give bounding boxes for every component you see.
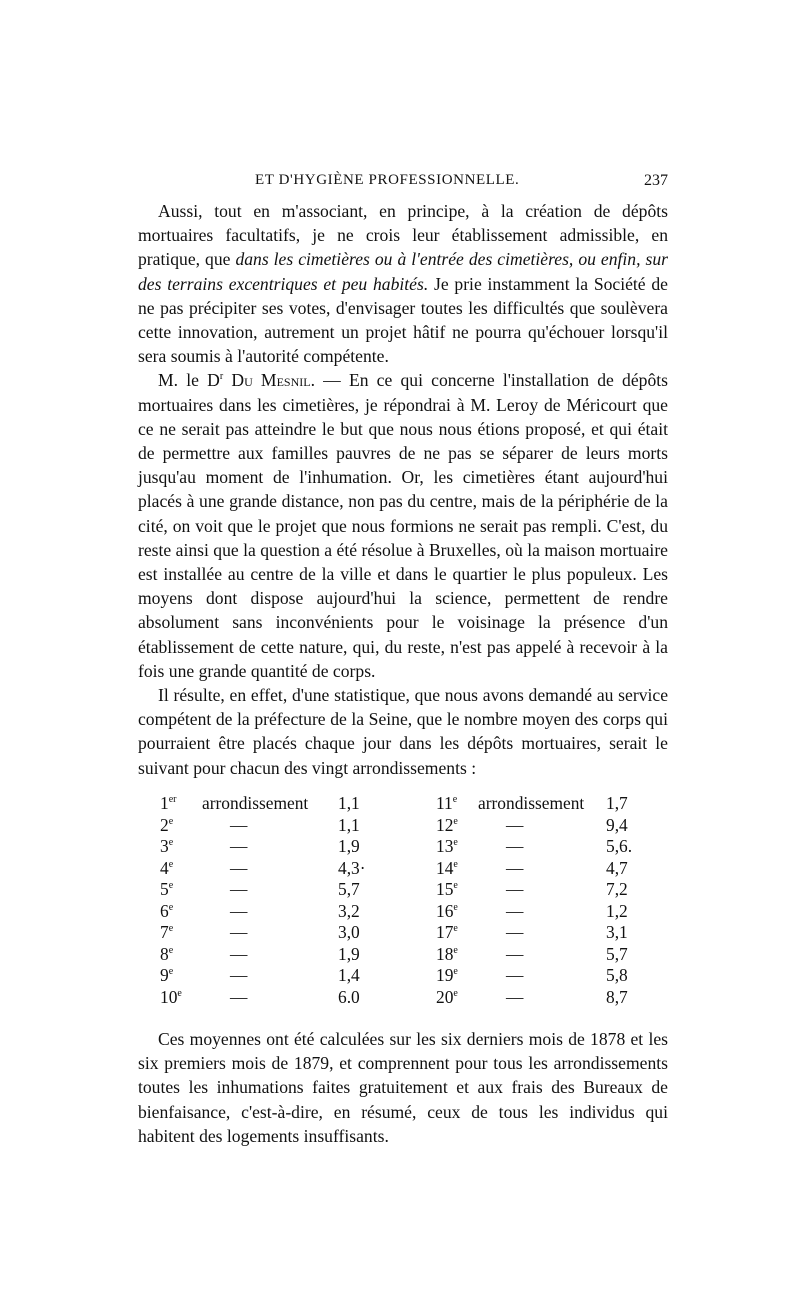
page-header [140,172,668,196]
table-row [160,901,372,923]
body-text-upper [138,199,668,780]
daily-average-value: 4,3· [338,857,366,878]
paragraph-leroy-conclusion: Aussi, tout en m'associant, en principe, à la création de dépôts mortuaires facultatifs, je ne crois leur établissement admissible, en pratique, que dans les cimetières ou à l'entrée des cimetières, ou enfin, sur des terrains excentriques et peu habités. Je prie instamment la Société de ne pas précipiter ses votes, d'envisager toutes les difficultés que soulèvera cette innovation, autrement un projet hâtif ne pourra qu'échouer lorsqu'il sera soumis à l'autorité compétente. [138,201,668,367]
ditto-dash: — [230,814,248,835]
arrondissement-number: 16e [436,900,458,921]
table-column-left [160,793,372,1008]
table-row [436,987,646,1009]
daily-average-value: 3,1 [606,922,628,942]
ditto-dash: — [506,943,524,964]
daily-average-value: 7,2 [606,879,628,899]
daily-average-value: 4,7 [606,857,628,878]
daily-average-value: 1,4 [338,965,360,985]
table-row [160,793,372,815]
arrondissement-number: 18e [436,943,458,964]
daily-average-value: 1,2 [606,900,628,921]
ditto-dash: — [506,814,524,835]
table-row [160,944,372,966]
daily-average-value: 1,7 [606,793,628,813]
arrondissement-number: 15e [436,879,458,899]
table-row [436,815,646,837]
table-row [160,922,372,944]
ditto-dash: — [506,879,524,899]
ditto-dash: — [230,922,248,942]
arrondissement-number: 17e [436,922,458,942]
table-row [160,836,372,858]
arrondissement-label: arrondissement [202,793,309,813]
table-row [436,879,646,901]
ditto-dash: — [230,986,248,1007]
daily-average-value: 5,8 [606,965,628,985]
arrondissement-number: 6e [160,900,174,921]
table-row [160,815,372,837]
arrondissement-number: 2e [160,814,174,835]
running-title: ET D'HYGIÈNE PROFESSIONNELLE. [255,172,520,188]
arrondissement-number: 4e [160,857,174,878]
arrondissement-number: 14e [436,857,458,878]
arrondissement-number: 1er [160,793,177,813]
ditto-dash: — [230,879,248,899]
arrondissement-number: 10e [160,986,182,1007]
ditto-dash: — [230,900,248,921]
ditto-dash: — [506,900,524,921]
arrondissement-number: 11e [436,793,458,813]
table-row [436,901,646,923]
paragraph-averages-note: Ces moyennes ont été calculées sur les six derniers mois de 1878 et les six premiers mois de 1879, et comprennent pour tous les arrondissements toutes les inhumations faites gratuitement et aux frais des Bureaux de bienfaisance, c'est-à-dire, en résumé, ceux de tous les individus qui habitent des logements insuffisants. [138,1029,668,1146]
table-row [160,965,372,987]
paragraph-statistics-intro: Il résulte, en effet, d'une statistique, que nous avons demandé au service compétent de la préfecture de la Seine, que le nombre moyen des corps qui pourraient être placés chaque jour dans les dépôts mortuaires, serait le suivant pour chacun des vingt arrondissements : [138,685,668,778]
arrondissement-number: 13e [436,836,458,856]
table-row [436,858,646,880]
daily-average-value: 3,0 [338,922,360,942]
table-row [436,944,646,966]
daily-average-value: 3,2 [338,900,360,921]
table-row [436,922,646,944]
daily-average-value: 9,4 [606,814,628,835]
table-column-right [436,793,646,1008]
daily-average-value: 1,1 [338,814,360,835]
ditto-dash: — [506,986,524,1007]
daily-average-value: 1,9 [338,836,360,856]
ditto-dash: — [230,836,248,856]
table-row [160,879,372,901]
ditto-dash: — [506,857,524,878]
table-row [436,793,646,815]
ditto-dash: — [506,922,524,942]
ditto-dash: — [230,857,248,878]
arrondissement-number: 3e [160,836,174,856]
daily-average-value: 1,9 [338,943,360,964]
daily-average-value: 1,1 [338,793,360,813]
ditto-dash: — [230,943,248,964]
body-text-lower [138,1027,668,1148]
arrondissement-number: 9e [160,965,174,985]
daily-average-value: 5,6. [606,836,633,856]
arrondissement-number: 8e [160,943,174,964]
table-row [436,836,646,858]
page-number: 237 [644,172,668,189]
table-row [436,965,646,987]
table-row [160,858,372,880]
arrondissement-number: 7e [160,922,174,942]
ditto-dash: — [506,965,524,985]
table-row [160,987,372,1009]
ditto-dash: — [230,965,248,985]
daily-average-value: 6.0 [338,986,360,1007]
paragraph-du-mesnil-reply: M. le $D^r$ Du Mesnil. — En ce qui concerne l'installation de dépôts mortuaires dans les cimetières, je répondrai à M. Leroy de Méricourt que ce ne serait pas atteindre le but que nous nous étions proposé, et qui était de permettre aux familles pauvres de ne pas se séparer de leurs morts jusqu'au moment de l'inhumation. Or, les cimetières étant aujourd'hui placés à une grande distance, non pas du centre, mais de la périphérie de la cité, on voit que le projet que nous formions ne serait pas rempli. C'est, du reste ainsi que la question a été résolue à Bruxelles, où la maison mortuaire est installée au centre de la ville et dans le quartier le plus populeux. Les moyens dont dispose aujourd'hui la science, permettent de rendre absolument sans inconvénients pour le voisinage la présence d'un établissement de cette nature, qui, du reste, n'est pas appelé à recevoir à la fois une grande quantité de corps. [138,370,668,681]
daily-average-value: 8,7 [606,986,628,1007]
ditto-dash: — [506,836,524,856]
arrondissement-number: 12e [436,814,458,835]
speaker-name: Du Mesnil [231,370,311,391]
arrondissement-number: 19e [436,965,458,985]
arrondissement-number: 20e [436,986,458,1007]
arrondissement-number: 5e [160,879,174,899]
daily-average-value: 5,7 [606,943,628,964]
italic-emphasis: dans les cimetières ou à l'entrée des cimetières, ou enfin, sur des terrains excentriques et peu habités. [138,249,668,294]
daily-average-value: 5,7 [338,879,360,899]
arrondissement-label: arrondissement [478,793,585,813]
